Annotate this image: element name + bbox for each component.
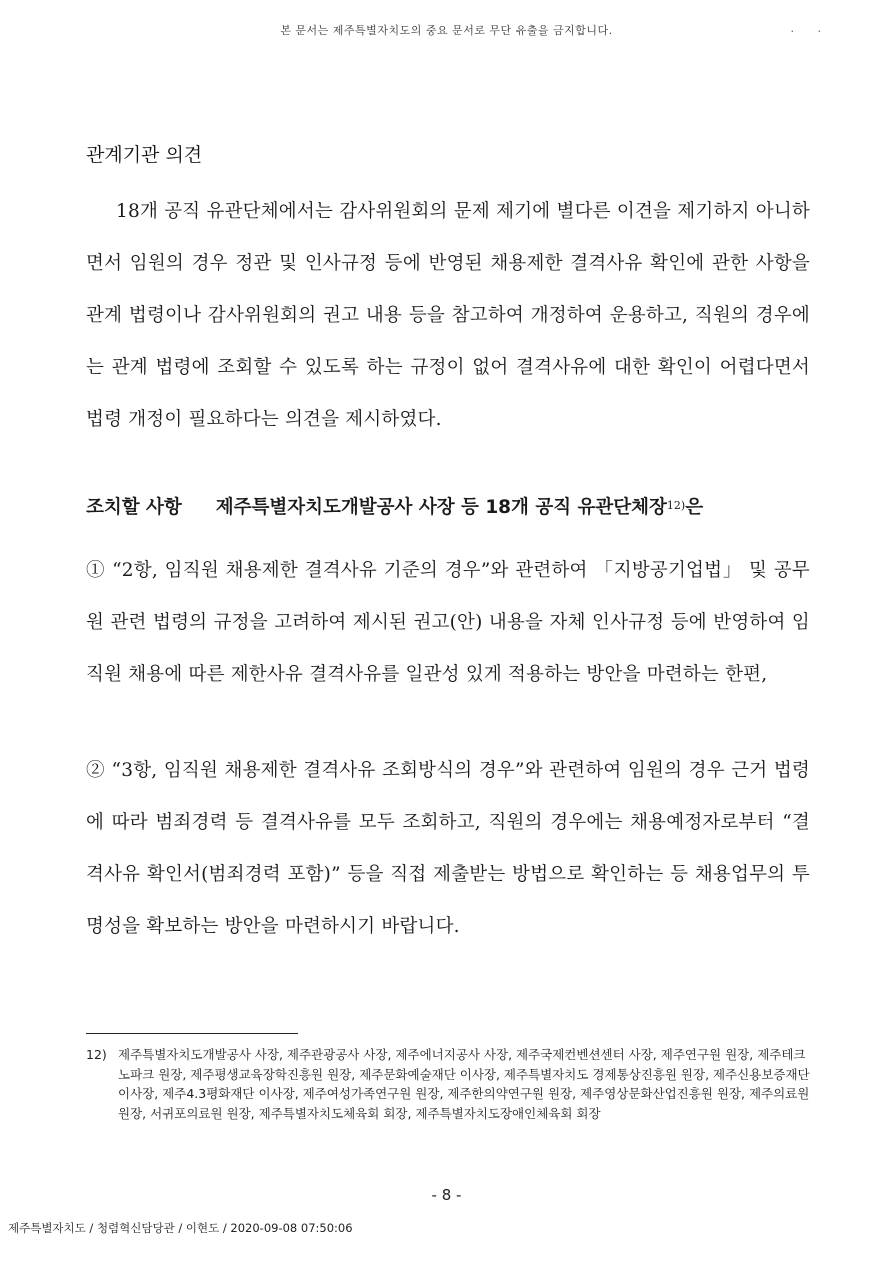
footnote-reference: 12) [666,499,686,512]
footnote-number: 12) [86,1047,107,1062]
header-marks: . . [790,22,831,35]
section-title-agency-opinion: 관계기관 의견 [86,144,203,166]
action-target: 제주특별자치도개발공사 사장 등 18개 공직 유관단체장 [215,497,667,518]
action-item-1: ① “2항, 임직원 채용제한 결격사유 기준의 경우”와 관련하여 「지방공기업법」 및 공무원 관련 법령의 규정을 고려하여 제시된 권고(안) 내용을 자체 인사규정 등에 반영하여 임직원 채용에 따른 제한사유 결격사유를 일관성 있게 적용하는 방안을 마련하는 한편, [86,560,810,685]
action-label: 조치할 사항 [86,497,182,518]
confidential-notice: 본 문서는 제주특별자치도의 중요 문서로 무단 유출을 금지합니다. [280,24,613,37]
print-stamp: 제주특별자치도 / 청렴혁신담당관 / 이현도 / 2020-09-08 07:50:06 [8,1221,353,1235]
footnote [86,1045,810,1123]
action-heading [86,493,810,519]
page-number: - 8 - [431,1186,462,1204]
footnote-text: 제주특별자치도개발공사 사장, 제주관광공사 사장, 제주에너지공사 사장, 제주국제컨벤션센터 사장, 제주연구원 원장, 제주테크노파크 원장, 제주평생교육장학진흥원 원장, 제주문화예술재단 이사장, 제주특별자치도 경제통상진흥원 원장, 제주신용보증재단 이사장, 제주4.3평화재단 이사장, 제주여성가족연구원 원장, 제주한의약연구원 원장, 제주영상문화산업진흥원 원장, 제주의료원 원장, 서귀포의료원 원장, 제주특별자치도체육회 회장, 제주특별자치도장애인체육회 회장 [118,1047,810,1121]
agency-opinion-paragraph: 18개 공직 유관단체에서는 감사위원회의 문제 제기에 별다른 이견을 제기하지 아니하면서 임원의 경우 정관 및 인사규정 등에 반영된 채용제한 결격사유 확인에 관한 사항을 관계 법령이나 감사위원회의 권고 내용 등을 참고하여 개정하여 운용하고, 직원의 경우에는 관계 법령에 조회할 수 있도록 하는 규정이 없어 결격사유에 대한 확인이 어렵다면서 법령 개정이 필요하다는 의견을 제시하였다. [86,201,810,430]
action-particle: 은 [685,497,704,518]
action-item-2: ② “3항, 임직원 채용제한 결격사유 조회방식의 경우”와 관련하여 임원의 경우 근거 법령에 따라 범죄경력 등 결격사유를 모두 조회하고, 직원의 경우에는 채용예정자로부터 “결격사유 확인서(범죄경력 포함)” 등을 직접 제출받는 방법으로 확인하는 등 채용업무의 투명성을 확보하는 방안을 마련하시기 바랍니다. [86,760,810,937]
footnote-divider [86,1033,298,1034]
